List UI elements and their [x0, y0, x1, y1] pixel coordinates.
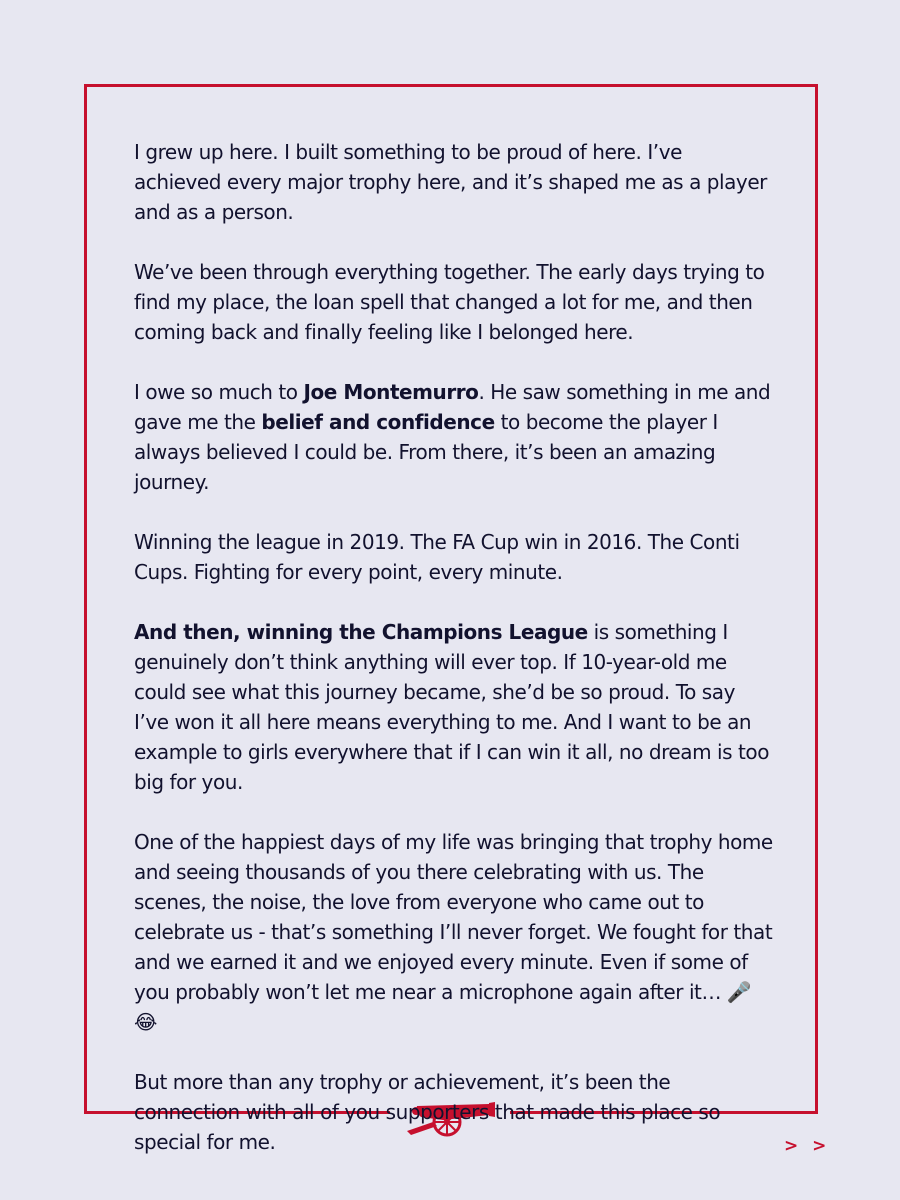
- text-segment: I grew up here. I built something to be proud of here. I’ve achieved every major trophy here, and it’s shaped me as a player and as a person.: [134, 140, 767, 224]
- text-segment: We’ve been through everything together. The early days trying to find my place, the loan spell that changed a lot for me, and then coming back and finally feeling like I belonged here.: [134, 260, 765, 344]
- text-segment: Winning the league in 2019. The FA Cup win in 2016. The Conti Cups. Fighting for every point, every minute.: [134, 530, 740, 584]
- text-segment: . He saw something in me and gave me the: [134, 380, 771, 434]
- bold-text: belief and confidence: [261, 410, 495, 434]
- bold-text: Joe Montemurro: [303, 380, 479, 404]
- text-segment: One of the happiest days of my life was bringing that trophy home and seeing thousands of you there celebrating with us. The scenes, the noise, the love from everyone who came out to celebrate us - that’s something I’ll never forget. We fought for that and we earned it and we enjoyed every minute. Even if some of you probably won’t let me near a microphone again after it… 🎤😂: [134, 830, 773, 1034]
- text-segment: I owe so much to: [134, 380, 304, 404]
- text-segment: is something I genuinely don’t think anything will ever top. If 10-year-old me could see what this journey became, she’d be so proud. To say I’ve won it all here means everything to me. And I want to be an example to girls everywhere that if I can win it all, no dream is too big for you.: [134, 620, 769, 794]
- paragraph: [134, 257, 774, 347]
- paragraph: [134, 527, 774, 587]
- text-segment: But more than any trophy or achievement, it’s been the connection with all of you supporters that made this place so special for me.: [134, 1070, 721, 1154]
- letter-body: [134, 137, 774, 1187]
- text-segment: to become the player I always believed I could be. From there, it’s been an amazing journey.: [134, 410, 718, 494]
- paragraph: [134, 827, 774, 1037]
- paragraph: [134, 1067, 774, 1157]
- paragraph: [134, 137, 774, 227]
- paragraph: [134, 377, 774, 497]
- bold-text: And then, winning the Champions League: [134, 620, 588, 644]
- next-page-arrows[interactable]: > >: [784, 1136, 831, 1156]
- paragraph: [134, 617, 774, 797]
